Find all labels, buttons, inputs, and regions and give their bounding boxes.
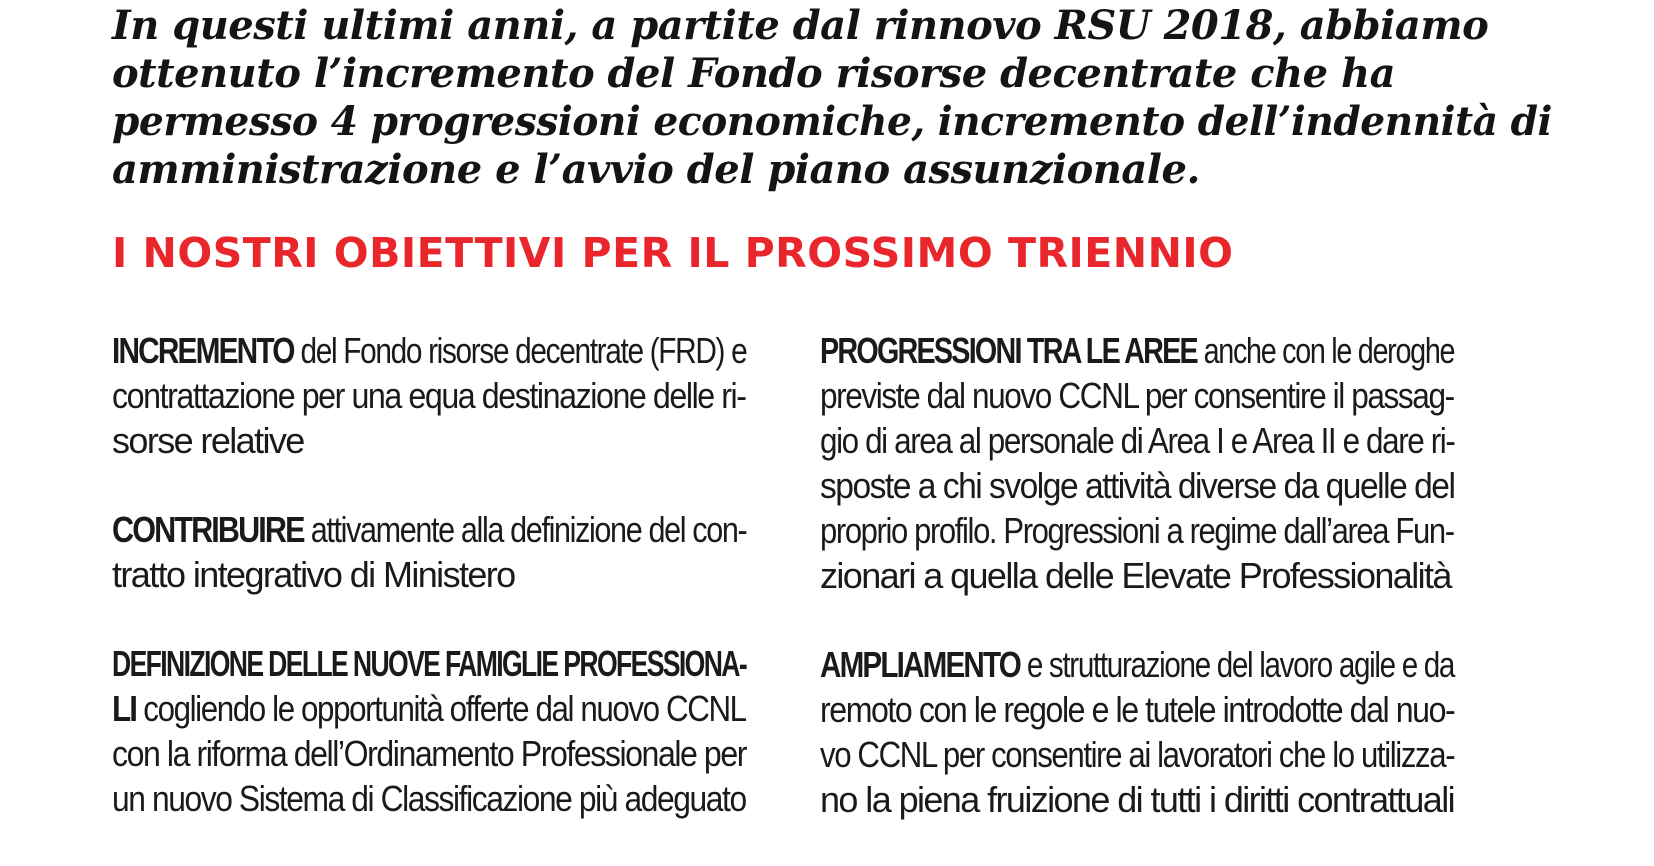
objective-line: proprio profilo. Progressioni a regime dall’area Fun-	[820, 510, 1454, 551]
section-heading: I NOSTRI OBIETTIVI PER IL PROSSIMO TRIENNIO	[112, 229, 1234, 277]
objective-line	[112, 686, 746, 731]
left-column	[112, 328, 746, 865]
objective-item	[112, 328, 746, 463]
objective-item	[112, 507, 746, 597]
objective-line: tratto integrativo di Ministero	[112, 554, 515, 595]
objective-keyword: PROGRESSIONI TRA LE AREE	[820, 330, 1197, 371]
objective-line: sposte a chi svolge attività diverse da quelle del	[820, 465, 1455, 506]
objective-line	[112, 641, 747, 686]
objective-text: anche con le deroghe	[1196, 330, 1455, 371]
intro-line: In questi ultimi anni, a partite dal rinnovo RSU 2018, abbiamo	[112, 2, 1489, 49]
objective-line	[112, 507, 747, 552]
objective-line: previste dal nuovo CCNL per consentire il passag-	[820, 375, 1454, 416]
objective-line: con la riforma dell’Ordinamento Professionale per	[112, 733, 746, 774]
objective-item	[820, 328, 1454, 598]
objective-line: sorse relative	[112, 420, 304, 461]
intro-line: ottenuto l’incremento del Fondo risorse decentrate che ha	[112, 50, 1396, 97]
objective-keyword-continued: LI	[112, 688, 136, 729]
objective-line: no la piena fruizione di tutti i diritti contrattuali	[820, 779, 1454, 820]
objective-keyword: AMPLIAMENTO	[820, 644, 1020, 685]
objective-text: attivamente alla definizione del con-	[303, 509, 747, 550]
objective-line: contrattazione per una equa destinazione delle ri-	[112, 375, 746, 416]
objective-keyword: CONTRIBUIRE	[112, 509, 304, 550]
right-column	[820, 328, 1454, 866]
objective-line: un nuovo Sistema di Classificazione più adeguato	[112, 778, 746, 819]
objective-item	[820, 642, 1454, 822]
objective-line: zionari a quella delle Elevate Professionalità	[820, 555, 1451, 596]
intro-line: amministrazione e l’avvio del piano assunzionale.	[112, 146, 1200, 193]
objective-text: del Fondo risorse decentrate (FRD) e	[293, 330, 747, 371]
objective-line	[820, 642, 1455, 687]
intro-line: permesso 4 progressioni economiche, incremento dell’indennità di	[112, 98, 1552, 145]
objective-text: e strutturazione del lavoro agile e da	[1019, 644, 1455, 685]
objective-line	[820, 328, 1455, 373]
objective-item	[112, 641, 746, 821]
objective-line: gio di area al personale di Area I e Area II e dare ri-	[820, 420, 1455, 461]
objective-line	[112, 328, 747, 373]
objective-line: remoto con le regole e le tutele introdotte dal nuo-	[820, 689, 1455, 730]
objective-keyword: INCREMENTO	[112, 330, 294, 371]
objective-keyword: DEFINIZIONE DELLE NUOVE FAMIGLIE PROFESSIONA-	[112, 643, 747, 684]
objective-text: cogliendo le opportunità offerte dal nuovo CCNL	[135, 688, 746, 729]
intro-paragraph	[112, 2, 1552, 194]
objective-line: vo CCNL per consentire ai lavoratori che lo utilizza-	[820, 734, 1455, 775]
